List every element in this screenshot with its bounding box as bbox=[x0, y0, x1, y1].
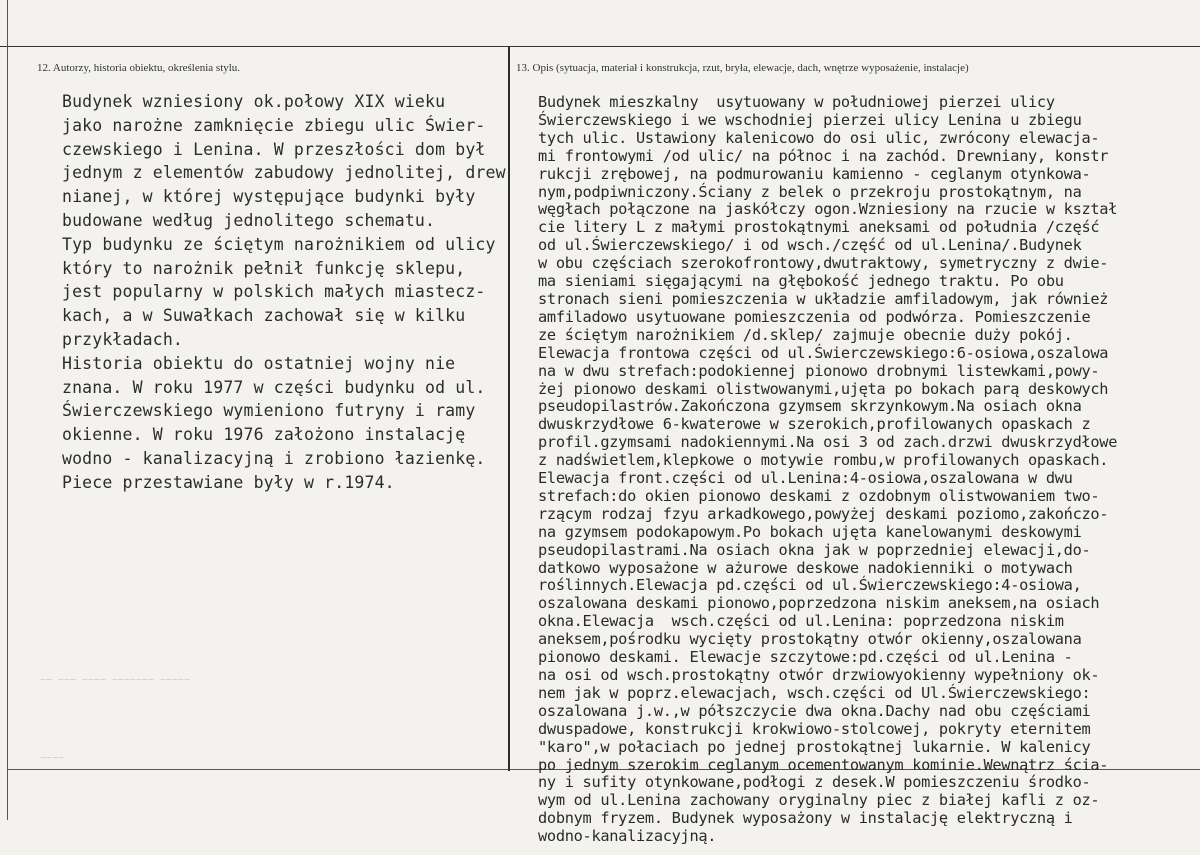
column-divider bbox=[508, 46, 510, 771]
description-text: Budynek mieszkalny usytuowany w południowej pierzei ulicy Świerczewskiego i we wschodniej pierzei ulicy Lenina u zbiegu tych ulic. Ustawiony kalenicowo do osi ulic, zwrócony elewacja- mi frontowymi /od ulic/ na północ i na zachód. Drewniany, konstr rukcji zrębowej, na podmurowaniu kamienno - ceglanym otynkowa- nym,podpiwniczony.Ściany z belek o przekroju prostokątnym, na węgłach połączone na jaskółczy ogon.Wzniesiony na rzucie w kształ cie litery L z małymi prostokątnymi aneksami od południa /część od ul.Świerczewskiego/ i od wsch./część od ul.Lenina/.Budynek w obu częściach szerokofrontowy,dwutraktowy, symetryczny z dwie- ma sieniami sięgającymi na głębokość jednego traktu. Po obu stronach sieni pomieszczenia w układzie amfiladowym, jak również amfiladowo usytuowane pomieszczenia od podwórza. Pomieszczenie ze ściętym narożnikiem /d.sklep/ zajmuje obecnie duży pokój. Elewacja frontowa części od ul.Świerczewskiego:6-osiowa,oszalowa na w dwu strefach:podokiennej pionowo drobnymi listewkami,powy- żej pionowo deskami olistwowanymi,ujęta po bokach parą deskowych pseudopilastrów.Zakończona gzymsem skrzynkowym.Na osiach okna dwuskrzydłowe 6-kwaterowe w szerokich,profilowanych opaskach z profil.gzymsami nadokiennymi.Na osi 3 od zach.drzwi dwuskrzydłowe z nadświetlem,klepkowe o motywie rombu,w profilowanych opaskach. Elewacja front.części od ul.Lenina:4-osiowa,oszalowana w dwu strefach:do okien pionowo deskami z ozdobnym olistwowaniem two- rzącym rodzaj fzyu arkadkowego,powyżej deskami poziomo,zakończo- na gzymsem podokapowym.Po bokach ujęta kanelowanymi deskowymi pseudopilastrami.Na osiach okna jak w poprzedniej elewacji,do- datkowo wyposażone w ażurowe deskowe nadokienniki o motywach roślinnych.Elewacja pd.części od ul.Świerczewskiego:4-osiowa, oszalowana deskami pionowo,poprzedzona niskim aneksem,na osiach okna.Elewacja wsch.części od ul.Lenina: poprzedzona niskim aneksem,pośrodku wycięty prostokątny otwór okienny,oszalowana pionowo deskami. Elewacje szczytowe:pd.części od ul.Lenina - na osi od wsch.prostokątny otwór drzwiowyokienny wypełniony ok- nem jak w poprz.elewacjach, wsch.części od Ul.Świerczewskiego: oszalowana j.w.,w półszczycie dwa okna.Dachy nad obu częściami dwuspadowe, konstrukcji krokwiowo-stolcowej, pokryty eternitem "karo",w połaciach po jednej prostokątnej lukarnie. W kalenicy po jednym szerokim ceglanym ocementowanym kominie.Wewnątrz ścia- ny i sufity otynkowane,podłogi z desek.W pomieszczeniu środko- wym od ul.Lenina zachowany oryginalny piec z białej kafli z oz- dobnym fryzem. Budynek wyposażony w instalację elektryczną i wodno-kanalizacyjną. bbox=[538, 93, 1118, 846]
section-13-header: 13. Opis (sytuacja, materiał i konstrukcja, rzut, bryła, elewacje, dach, wnętrze wyposażenie, instalacje) bbox=[516, 62, 969, 74]
faint-typed-line: ~~ ~~~ ~~~~ ~~~~~~~ ~~~~~ bbox=[40, 676, 191, 687]
section-12-header: 12. Autorzy, historia obiektu, określenia stylu. bbox=[37, 62, 241, 74]
faint-typed-mark: ~~~~ bbox=[40, 754, 65, 765]
left-edge-rule bbox=[7, 0, 8, 820]
history-text: Budynek wzniesiony ok.połowy XIX wieku jako narożne zamknięcie zbiegu ulic Świer- czewskiego i Lenina. W przeszłości dom był jednym z elementów zabudowy jednolitej, drew nianej, w której występujące budynki były budowane według jednolitego schematu. Typ budynku ze ściętym narożnikiem od ulicy który to narożnik pełnił funkcję sklepu, jest popularny w polskich małych miastecz- kach, a w Suwałkach zachował się w kilku przykładach. Historia obiektu do ostatniej wojny nie znana. W roku 1977 w części budynku od ul. Świerczewskiego wymieniono futryny i ramy okienne. W roku 1976 założono instalację wodno - kanalizacyjną i zrobiono łazienkę. Piece przestawiane były w r.1974. bbox=[62, 92, 506, 492]
top-rule bbox=[0, 46, 1200, 47]
